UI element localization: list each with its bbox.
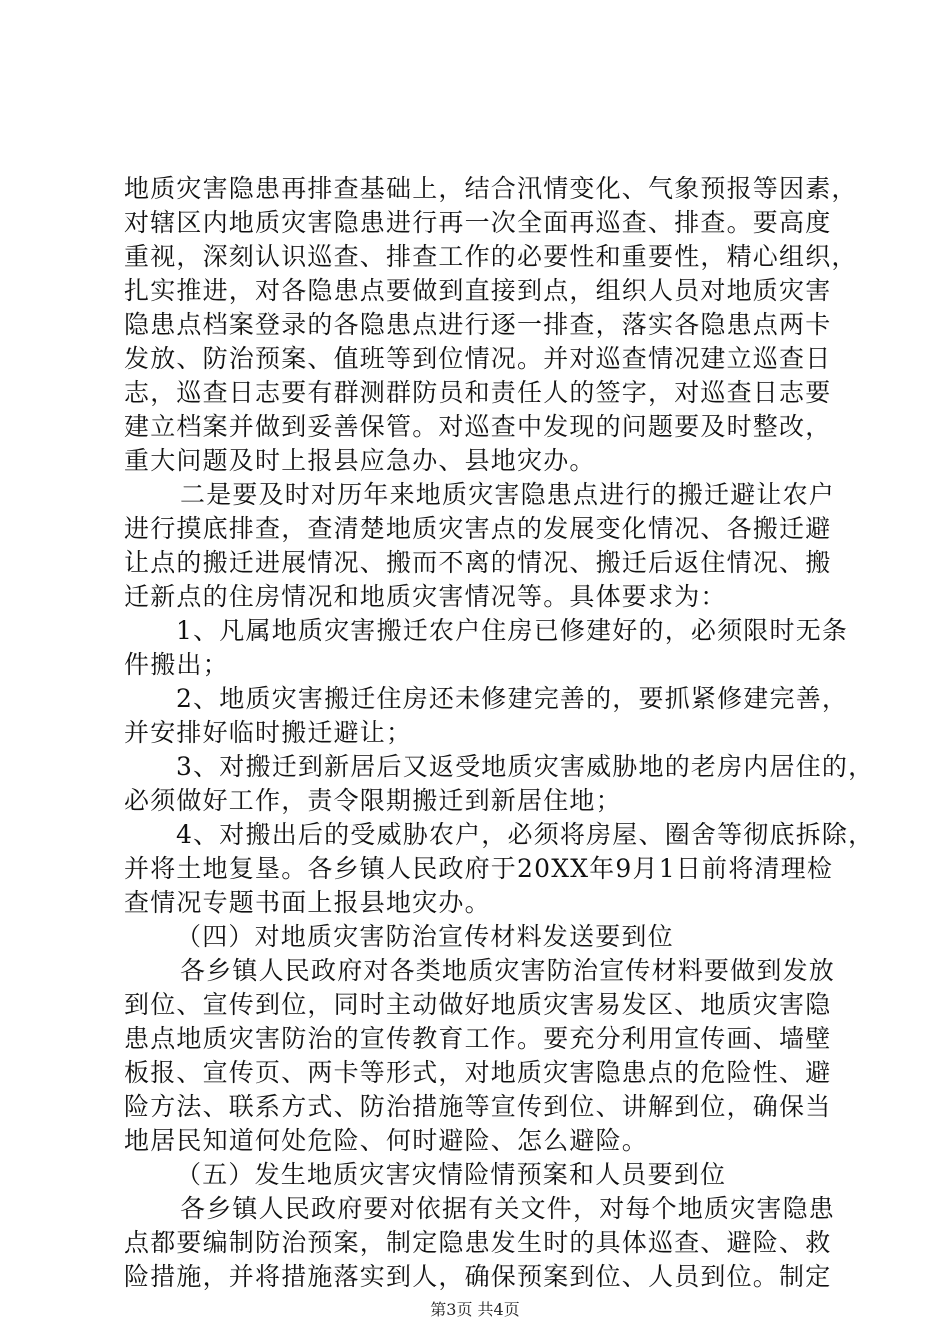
body-text-line: 险方法、联系方式、防治措施等宣传到位、讲解到位，确保当: [124, 1092, 832, 1121]
body-text-line: 进行摸底排查，查清楚地质灾害点的发展变化情况、各搬迁避: [124, 514, 832, 543]
body-text-line: 地居民知道何处危险、何时避险、怎么避险。: [124, 1126, 649, 1155]
body-text-line: 隐患点档案登录的各隐患点进行逐一排查，落实各隐患点两卡: [124, 310, 832, 339]
body-text-line: 让点的搬迁进展情况、搬而不离的情况、搬迁后返住情况、搬: [124, 548, 832, 577]
body-text-line: 查情况专题书面上报县地灾办。: [124, 888, 491, 917]
paragraph-first-line: 各乡镇人民政府要对依据有关文件，对每个地质灾害隐患: [180, 1194, 836, 1223]
body-text-line: 建立档案并做到妥善保管。对巡查中发现的问题要及时整改，: [124, 412, 832, 441]
body-text-line: 并安排好临时搬迁避让；: [124, 718, 413, 747]
body-text-line: 必须做好工作，责令限期搬迁到新居住地；: [124, 786, 622, 815]
body-text-line: 重视，深刻认识巡查、排查工作的必要性和重要性，精心组织，: [124, 242, 858, 271]
page-footer: 第3页 共4页: [430, 1300, 520, 1319]
body-text-line: 地质灾害隐患再排查基础上，结合汛情变化、气象预报等因素，: [124, 174, 858, 203]
body-text-line: 迁新点的住房情况和地质灾害情况等。具体要求为：: [124, 582, 727, 611]
list-item-1: 1、凡属地质灾害搬迁农户住房已修建好的，必须限时无条: [176, 616, 849, 645]
body-text-line: 扎实推进，对各隐患点要做到直接到点，组织人员对地质灾害: [124, 276, 832, 305]
paragraph-first-line: 各乡镇人民政府对各类地质灾害防治宣传材料要做到发放: [180, 956, 836, 985]
list-item-2: 2、地质灾害搬迁住房还未修建完善的，要抓紧修建完善，: [176, 684, 849, 713]
body-text-line: 件搬出；: [124, 650, 229, 679]
body-text-line: 到位、宣传到位，同时主动做好地质灾害易发区、地质灾害隐: [124, 990, 832, 1019]
body-text-line: 患点地质灾害防治的宣传教育工作。要充分利用宣传画、墙壁: [124, 1024, 832, 1053]
list-item-3: 3、对搬迁到新居后又返受地质灾害威胁地的老房内居住的，: [176, 752, 875, 781]
body-text-line: 志，巡查日志要有群测群防员和责任人的签字，对巡查日志要: [124, 378, 832, 407]
paragraph-first-line: 二是要及时对历年来地质灾害隐患点进行的搬迁避让农户: [180, 480, 836, 509]
body-text-line: 重大问题及时上报县应急办、县地灾办。: [124, 446, 596, 475]
list-item-4: 4、对搬出后的受威胁农户，必须将房屋、圈舍等彻底拆除，: [176, 820, 875, 849]
section-heading-4: （四）对地质灾害防治宣传材料发送要到位: [176, 922, 674, 951]
body-text-line: 板报、宣传页、两卡等形式，对地质灾害隐患点的危险性、避: [124, 1058, 832, 1087]
section-heading-5: （五）发生地质灾害灾情险情预案和人员要到位: [176, 1160, 727, 1189]
body-text-line: 并将土地复垦。各乡镇人民政府于20XX年9月1日前将清理检: [124, 854, 834, 883]
body-text-line: 发放、防治预案、值班等到位情况。并对巡查情况建立巡查日: [124, 344, 832, 373]
body-text-line: 险措施，并将措施落实到人，确保预案到位、人员到位。制定: [124, 1262, 832, 1291]
body-text-line: 对辖区内地质灾害隐患进行再一次全面再巡查、排查。要高度: [124, 208, 832, 237]
body-text-line: 点都要编制防治预案，制定隐患发生时的具体巡查、避险、救: [124, 1228, 832, 1257]
